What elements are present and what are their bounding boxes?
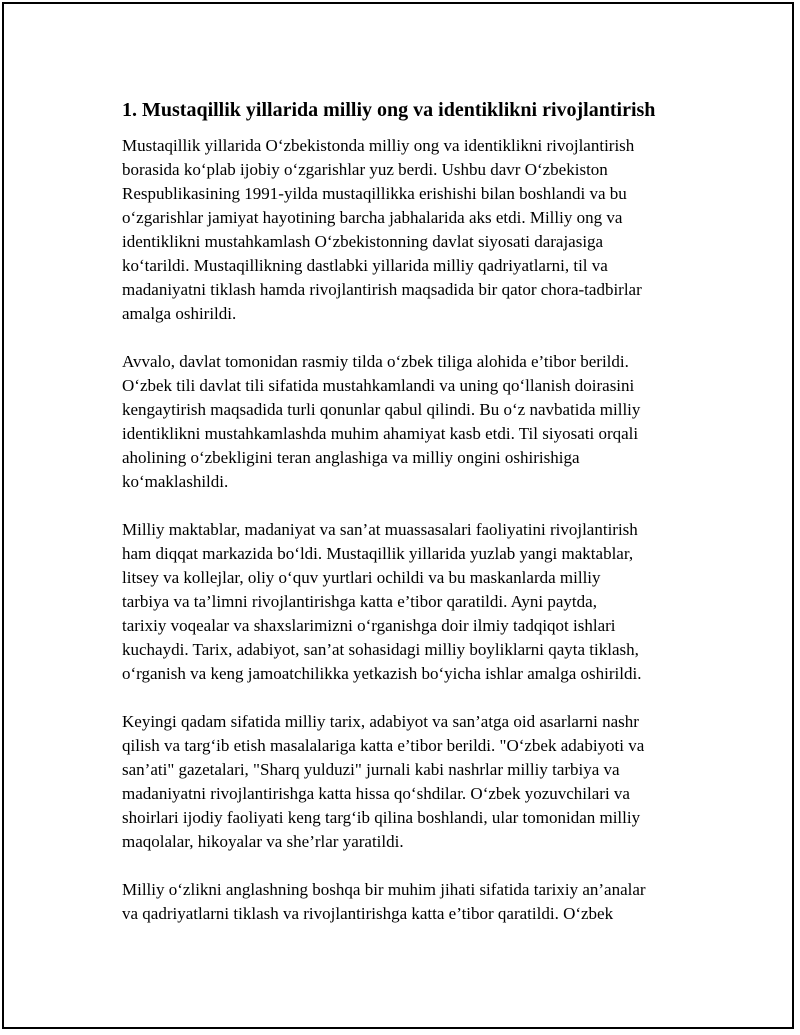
text-line: borasida ko‘plab ijobiy o‘zgarishlar yuz berdi. Ushbu davr O‘zbekiston	[122, 160, 608, 179]
text-line: Keyingi qadam sifatida milliy tarix, adabiyot va san’atga oid asarlarni nashr	[122, 712, 639, 731]
text-line: amalga oshirildi.	[122, 304, 237, 323]
text-line: Respublikasining 1991-yilda mustaqillikka erishishi bilan boshlandi va bu	[122, 184, 627, 203]
text-line: kengaytirish maqsadida turli qonunlar qabul qilindi. Bu o‘z navbatida milliy	[122, 400, 641, 419]
text-line: madaniyatni rivojlantirishga katta hissa qo‘shdilar. O‘zbek yozuvchilari va	[122, 784, 630, 803]
document-body	[122, 96, 702, 950]
paragraph-1	[122, 134, 702, 326]
text-line: Milliy o‘zlikni anglashning boshqa bir muhim jihati sifatida tarixiy an’analar	[122, 880, 646, 899]
text-line: identiklikni mustahkamlash O‘zbekistonning davlat siyosati darajasiga	[122, 232, 604, 251]
page-frame	[2, 2, 794, 1029]
text-line: va qadriyatlarni tiklash va rivojlantirishga katta e’tibor qaratildi. O‘zbek	[122, 904, 614, 923]
text-line: identiklikni mustahkamlashda muhim ahamiyat kasb etdi. Til siyosati orqali	[122, 424, 639, 443]
text-line: shoirlari ijodiy faoliyati keng targ‘ib qilina boshlandi, ular tomonidan milliy	[122, 808, 641, 827]
text-line: aholining o‘zbekligini teran anglashiga va milliy ongini oshirishiga	[122, 448, 580, 467]
section-heading: 1. Mustaqillik yillarida milliy ong va identiklikni rivojlantirish	[122, 99, 656, 121]
text-line: O‘zbek tili davlat tili sifatida mustahkamlandi va uning qo‘llanish doirasini	[122, 376, 635, 395]
text-line: maqolalar, hikoyalar va she’rlar yaratildi.	[122, 832, 404, 851]
text-line: kuchaydi. Tarix, adabiyot, san’at sohasidagi milliy boyliklarni qayta tiklash,	[122, 640, 639, 659]
text-line: tarixiy voqealar va shaxslarimizni o‘rganishga doir ilmiy tadqiqot ishlari	[122, 616, 616, 635]
text-line: Mustaqillik yillarida O‘zbekistonda milliy ong va identiklikni rivojlantirish	[122, 136, 635, 155]
text-line: ham diqqat markazida bo‘ldi. Mustaqillik yillarida yuzlab yangi maktablar,	[122, 544, 634, 563]
text-line: Milliy maktablar, madaniyat va san’at muassasalari faoliyatini rivojlantirish	[122, 520, 638, 539]
text-line: Avvalo, davlat tomonidan rasmiy tilda o‘zbek tiliga alohida e’tibor berildi.	[122, 352, 629, 371]
paragraph-5	[122, 878, 702, 926]
text-line: o‘rganish va keng jamoatchilikka yetkazish bo‘yicha ishlar amalga oshirildi.	[122, 664, 642, 683]
text-line: tarbiya va ta’limni rivojlantirishga katta e’tibor qaratildi. Ayni paytda,	[122, 592, 597, 611]
text-line: litsey va kollejlar, oliy o‘quv yurtlari ochildi va bu maskanlarda milliy	[122, 568, 601, 587]
text-line: qilish va targ‘ib etish masalalariga katta e’tibor berildi. "O‘zbek adabiyoti va	[122, 736, 645, 755]
text-line: ko‘maklashildi.	[122, 472, 229, 491]
text-line: o‘zgarishlar jamiyat hayotining barcha jabhalarida aks etdi. Milliy ong va	[122, 208, 623, 227]
paragraph-3	[122, 518, 702, 686]
text-line: ko‘tarildi. Mustaqillikning dastlabki yillarida milliy qadriyatlarni, til va	[122, 256, 608, 275]
paragraph-2	[122, 350, 702, 494]
paragraph-4	[122, 710, 702, 854]
text-line: madaniyatni tiklash hamda rivojlantirish maqsadida bir qator chora-tadbirlar	[122, 280, 642, 299]
text-line: san’ati" gazetalari, "Sharq yulduzi" jurnali kabi nashrlar milliy tarbiya va	[122, 760, 620, 779]
